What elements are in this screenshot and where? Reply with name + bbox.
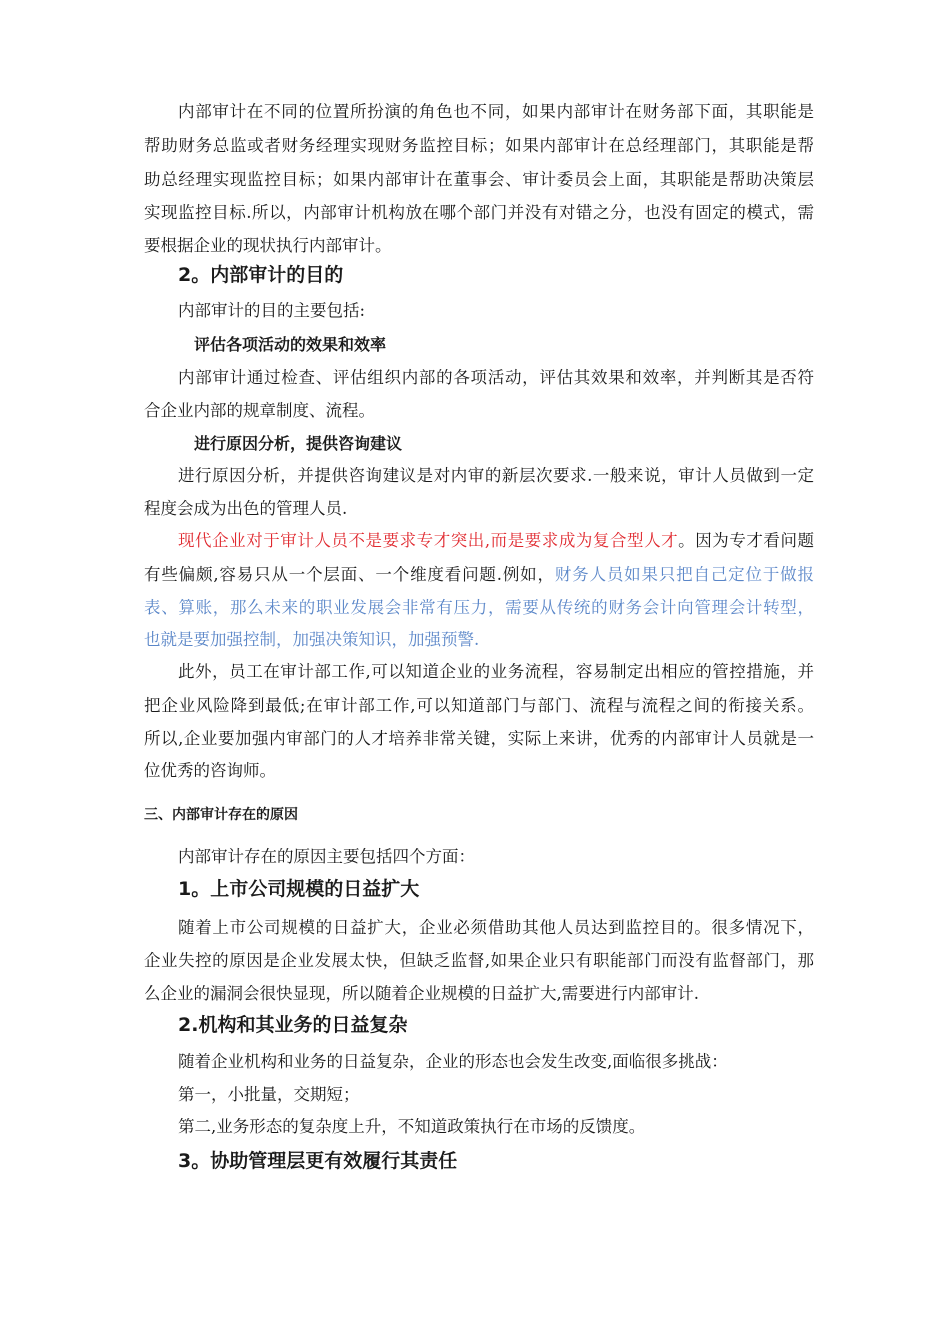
highlight-red: 现代企业对于审计人员不是要求专才突出,而是要求成为复合型人才 bbox=[178, 531, 679, 550]
section-3-lead: 内部审计存在的原因主要包括四个方面： bbox=[178, 847, 475, 866]
reason-2-line-1: 随着企业机构和业务的日益复杂，企业的形态也会发生改变,面临很多挑战： bbox=[178, 1052, 728, 1071]
item-2-line-1: 进行原因分析，并提供咨询建议是对内审的新层次要求.一般来说，审计人员做到一定 bbox=[178, 466, 814, 485]
reason-2-line-3: 第二,业务形态的复杂度上升，不知道政策执行在市场的反馈度。 bbox=[178, 1117, 646, 1136]
intro-line-2: 帮助财务总监或者财务经理实现财务监控目标；如果内部审计在总经理部门，其职能是帮 bbox=[144, 136, 814, 155]
item-2-title: 进行原因分析，提供咨询建议 bbox=[194, 434, 403, 453]
composite-talent-line-4: 也就是要加强控制，加强决策知识，加强预警. bbox=[144, 630, 480, 649]
reason-1-line-3: 么企业的漏洞会很快显现，所以随着企业规模的日益扩大,需要进行内部审计. bbox=[144, 984, 699, 1003]
p4-line-2: 把企业风险降到最低;在审计部工作,可以知道部门与部门、流程与流程之间的衔接关系。 bbox=[144, 696, 814, 715]
reason-2-heading: 2.机构和其业务的日益复杂 bbox=[178, 1014, 408, 1036]
p4-line-1: 此外，员工在审计部工作,可以知道企业的业务流程，容易制定出相应的管控措施，并 bbox=[178, 662, 814, 681]
item-1-line-2: 合企业内部的规章制度、流程。 bbox=[144, 401, 375, 420]
intro-line-3: 助总经理实现监控目标；如果内部审计在董事会、审计委员会上面，其职能是帮助决策层 bbox=[144, 170, 814, 189]
intro-line-4: 实现监控目标.所以，内部审计机构放在哪个部门并没有对错之分，也没有固定的模式，需 bbox=[144, 203, 814, 222]
item-2-line-2: 程度会成为出色的管理人员. bbox=[144, 499, 348, 518]
section-3-heading: 三、内部审计存在的原因 bbox=[144, 807, 298, 823]
item-1-title: 评估各项活动的效果和效率 bbox=[194, 335, 387, 354]
composite-talent-line-1: 现代企业对于审计人员不是要求专才突出,而是要求成为复合型人才。因为专才看问题 bbox=[178, 531, 815, 550]
highlight-blue: 财务人员如果只把自己定位于做报 bbox=[554, 565, 814, 584]
p4-line-3: 所以,企业要加强内审部门的人才培养非常关键，实际上来讲，优秀的内部审计人员就是一 bbox=[144, 729, 814, 748]
item-1-line-1: 内部审计通过检查、评估组织内部的各项活动，评估其效果和效率，并判断其是否符 bbox=[178, 368, 814, 387]
reason-3-heading: 3。协助管理层更有效履行其责任 bbox=[178, 1150, 458, 1172]
section-2-lead: 内部审计的目的主要包括: bbox=[178, 301, 366, 320]
intro-line-1: 内部审计在不同的位置所扮演的角色也不同，如果内部审计在财务部下面，其职能是 bbox=[178, 102, 814, 121]
reason-1-line-1: 随着上市公司规模的日益扩大，企业必须借助其他人员达到监控目的。很多情况下， bbox=[178, 918, 814, 937]
reason-1-heading: 1。上市公司规模的日益扩大 bbox=[178, 878, 420, 900]
section-2-heading: 2。内部审计的目的 bbox=[178, 264, 344, 286]
intro-line-5: 要根据企业的现状执行内部审计。 bbox=[144, 236, 392, 255]
reason-2-line-2: 第一，小批量，交期短； bbox=[178, 1085, 360, 1104]
reason-1-line-2: 企业失控的原因是企业发展太快，但缺乏监督,如果企业只有职能部门而没有监督部门，那 bbox=[144, 951, 814, 970]
p4-line-4: 位优秀的咨询师。 bbox=[144, 761, 276, 780]
composite-talent-line-3: 表、算账，那么未来的职业发展会非常有压力，需要从传统的财务会计向管理会计转型， bbox=[144, 598, 814, 617]
composite-talent-line-2: 有些偏颇,容易只从一个层面、一个维度看问题.例如，财务人员如果只把自己定位于做报 bbox=[144, 565, 814, 584]
